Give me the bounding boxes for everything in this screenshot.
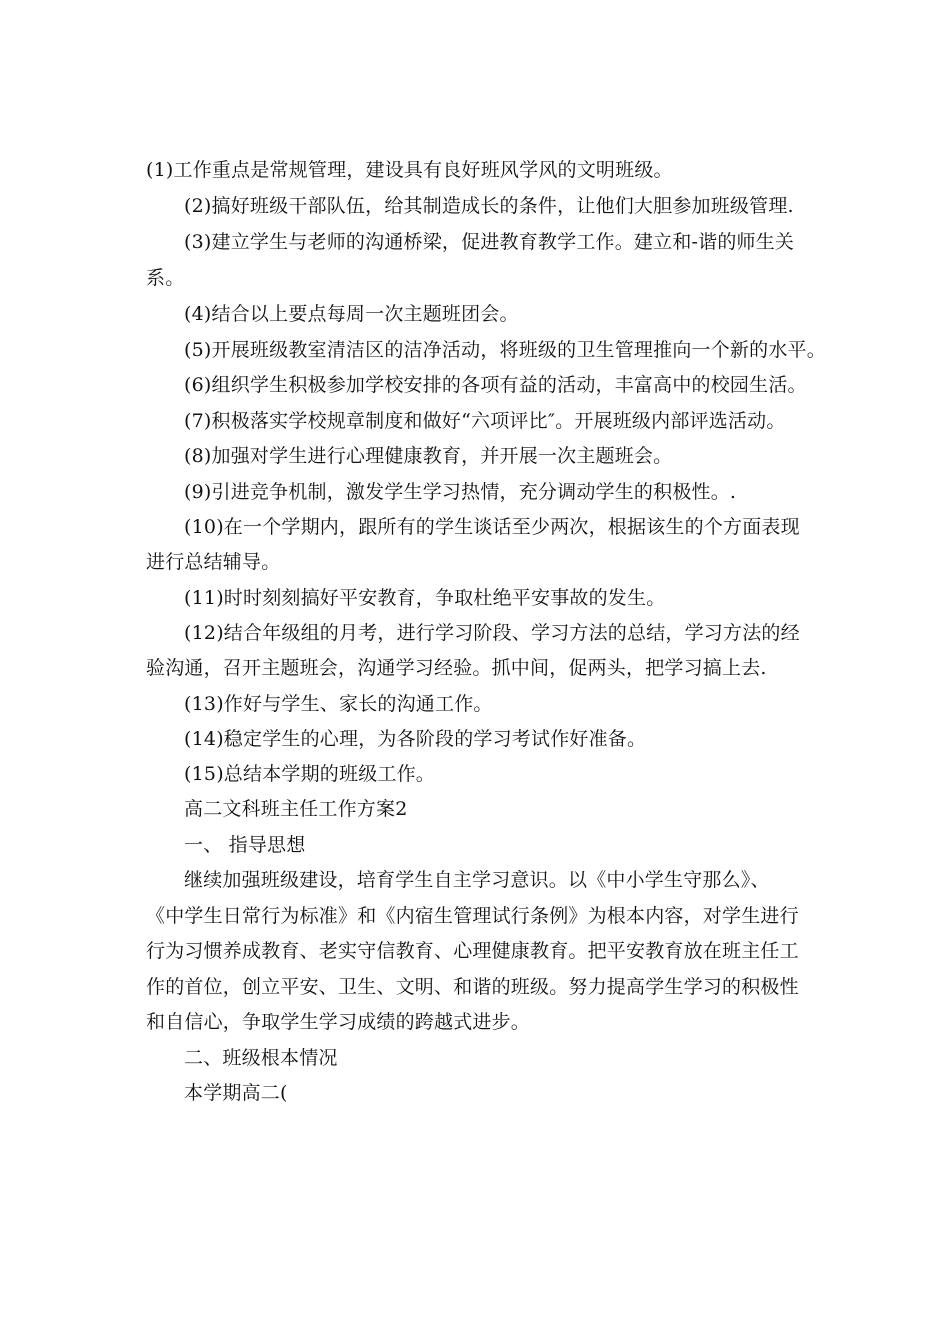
paragraph-class-situation: 本学期高二( (184, 1082, 288, 1104)
list-item-2: (2)搞好班级干部队伍，给其制造成长的条件，让他们大胆参加班级管理. (184, 195, 794, 217)
list-item-4: (4)结合以上要点每周一次主题班团会。 (184, 303, 519, 325)
paragraph-line-5: 和自信心，争取学生学习成绩的跨越式进步。 (146, 1011, 531, 1033)
paragraph-line-4: 作的首位，创立平安、卫生、文明、和谐的班级。努力提高学生学习的积极性 (146, 976, 799, 998)
list-item-3: (3)建立学生与老师的沟通桥梁，促进教育教学工作。建立和-谐的师生关 (184, 231, 795, 253)
paragraph-line-3: 行为习惯养成教育、老实守信教育、心理健康教育。把平安教育放在班主任工 (146, 940, 799, 962)
paragraph-line-1: 继续加强班级建设，培育学生自主学习意识。以《中小学生守那么》、 (184, 869, 770, 891)
heading-guiding-thought: 一、 指导思想 (184, 834, 306, 856)
paragraph-line-2: 《中学生日常行为标准》和《内宿生管理试行条例》为根本内容，对学生进行 (146, 905, 799, 927)
list-item-9: (9)引进竞争机制，激发学生学习热情，充分调动学生的积极性。. (184, 481, 737, 503)
list-item-5: (5)开展班级教室清洁区的洁净活动，将班级的卫生管理推向一个新的水平。 (184, 339, 826, 361)
list-item-3-continuation: 系。 (146, 267, 185, 289)
list-item-10-continuation: 进行总结辅导。 (146, 551, 281, 573)
list-item-10: (10)在一个学期内，跟所有的学生谈话至少两次，根据该生的个方面表现 (184, 516, 800, 538)
list-item-15: (15)总结本学期的班级工作。 (184, 763, 436, 785)
list-item-6: (6)组织学生积极参加学校安排的各项有益的活动，丰富高中的校园生活。 (184, 374, 807, 396)
list-item-8: (8)加强对学生进行心理健康教育，并开展一次主题班会。 (184, 445, 673, 467)
heading-class-situation: 二、班级根本情况 (184, 1047, 338, 1069)
section-title: 高二文科班主任工作方案2 (184, 798, 408, 820)
list-item-1: (1)工作重点是常规管理，建设具有良好班风学风的文明班级。 (146, 159, 673, 181)
list-item-12-continuation: 验沟通，召开主题班会，沟通学习经验。抓中间，促两头，把学习搞上去. (146, 657, 767, 679)
list-item-11: (11)时时刻刻搞好平安教育，争取杜绝平安事故的发生。 (184, 587, 666, 609)
list-item-12: (12)结合年级组的月考，进行学习阶段、学习方法的总结，学习方法的经 (184, 622, 800, 644)
list-item-7: (7)积极落实学校规章制度和做好“六项评比″。开展班级内部评选活动。 (184, 410, 786, 432)
list-item-13: (13)作好与学生、家长的沟通工作。 (184, 693, 493, 715)
list-item-14: (14)稳定学生的心理，为各阶段的学习考试作好准备。 (184, 728, 647, 750)
